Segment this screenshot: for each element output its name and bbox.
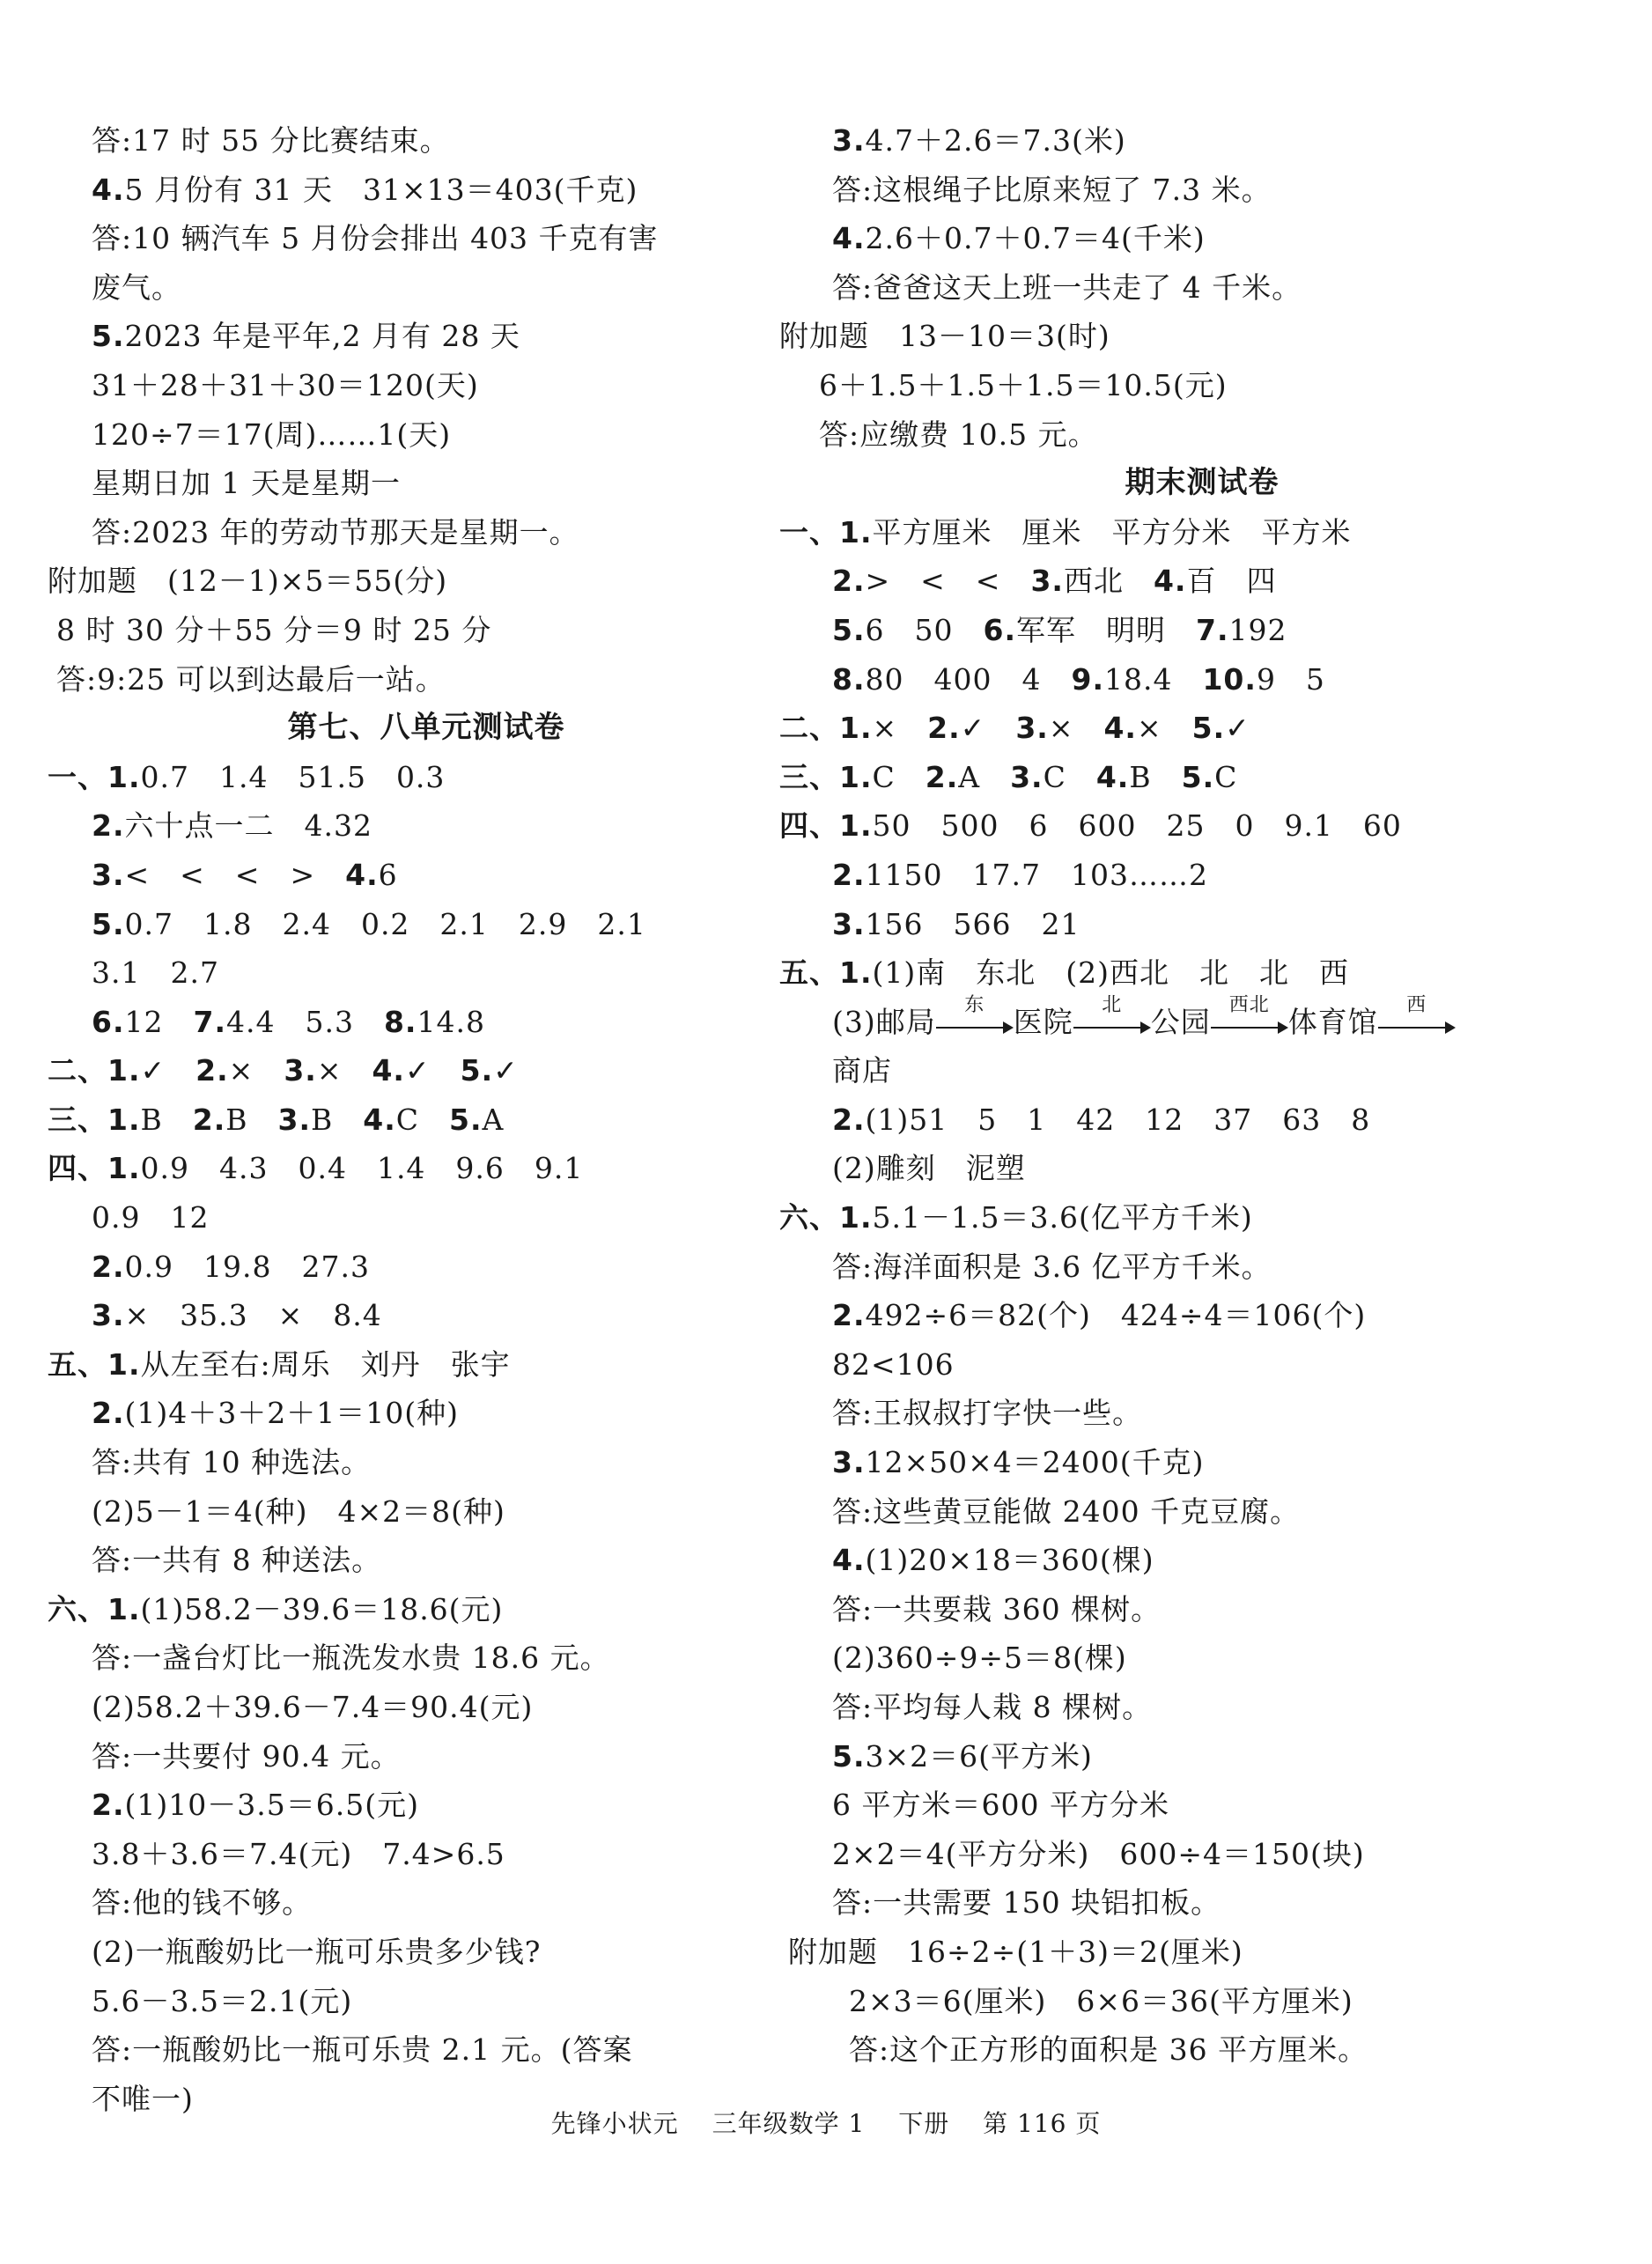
answer-line: [48, 1928, 805, 1977]
answer-line: [48, 166, 805, 215]
answer-line: [779, 948, 1625, 998]
answer-text: 答:17 时 55 分比赛结束。: [92, 123, 450, 158]
answer-line: [779, 1683, 1625, 1732]
answer-line: [48, 1732, 805, 1781]
answer-text: 商店: [832, 1053, 892, 1088]
answer-text: 附加题 13－10＝3(时): [779, 319, 1110, 354]
answer-line: [48, 851, 805, 900]
answer-text: 12: [124, 1004, 194, 1039]
answer-line: [48, 1830, 805, 1879]
answer-text: ✓: [404, 1053, 461, 1088]
item-number: 7.: [1196, 612, 1229, 647]
answer-line: [779, 214, 1625, 263]
item-number: 3.: [1010, 759, 1044, 794]
answer-text: (2)雕刻 泥塑: [832, 1151, 1026, 1186]
answer-text: 0.9 12: [92, 1200, 210, 1235]
answer-text: B: [140, 1102, 193, 1137]
answer-text: 从左至右:周乐 刘丹 张宇: [140, 1346, 511, 1382]
answer-text: 答:爸爸这天上班一共走了 4 千米。: [832, 269, 1302, 305]
answer-text: ×: [1048, 711, 1104, 746]
answer-text: 0.9 19.8 27.3: [124, 1249, 370, 1284]
item-number: 4.: [1153, 564, 1187, 599]
answer-text: 答:他的钱不够。: [92, 1885, 313, 1921]
answer-line: [779, 263, 1625, 313]
item-number: 3.: [832, 123, 866, 158]
answer-text: 星期日加 1 天是星期一: [92, 466, 401, 501]
item-number: 一、1.: [779, 514, 873, 549]
answer-text: > < <: [865, 564, 1031, 599]
answer-text: ✓: [140, 1053, 196, 1088]
answer-line: [779, 1487, 1625, 1537]
answer-line: [779, 606, 1625, 655]
item-number: 4.: [372, 1053, 405, 1088]
item-number: 2.: [195, 1053, 229, 1088]
answer-line: [48, 361, 805, 410]
answer-text: 4.4 5.3: [226, 1004, 384, 1039]
answer-line: [779, 1928, 1625, 1977]
route-arrow-icon: [936, 993, 1014, 1046]
item-number: 3.: [92, 1298, 125, 1333]
answer-text: 答:9:25 可以到达最后一站。: [56, 661, 446, 697]
answer-text: 2×3＝6(厘米) 6×6＝36(平方厘米): [819, 1983, 1353, 2018]
item-number: 5.: [1191, 711, 1226, 746]
answer-text: B: [225, 1102, 278, 1137]
item-number: 4.: [92, 172, 125, 207]
answer-text: C: [872, 759, 926, 794]
answer-line: [779, 1830, 1625, 1879]
answer-text: 军军 明明: [1016, 612, 1196, 647]
item-number: 4.: [363, 1102, 396, 1137]
answer-line: [48, 606, 805, 655]
item-number: 三、1.: [48, 1102, 141, 1137]
answer-text: 192: [1228, 612, 1287, 647]
route-place: 医院: [1013, 1004, 1073, 1039]
answer-text: (2)一瓶酸奶比一瓶可乐贵多少钱?: [92, 1934, 542, 1969]
item-number: 5.: [92, 906, 125, 941]
left-column: [48, 116, 805, 2123]
footer-page-number: 第 116 页: [983, 2109, 1102, 2138]
answer-text: 附加题 (12－1)×5＝55(分): [48, 564, 448, 599]
item-number: 5.: [92, 319, 125, 354]
item-number: 9.: [1071, 661, 1104, 697]
answer-line: [779, 2025, 1625, 2075]
answer-text: 3.1 2.7: [92, 955, 219, 991]
item-number: 3.: [277, 1102, 312, 1137]
item-number: 4.: [345, 857, 379, 892]
answer-text: 9 5: [1256, 661, 1325, 697]
answer-text: (1)51 5 1 42 12 37 63 8: [865, 1102, 1371, 1137]
route-diagram: [779, 993, 1625, 1047]
item-number: 四、1.: [779, 808, 873, 844]
item-number: 3.: [832, 906, 866, 941]
answer-line: [779, 1781, 1625, 1830]
item-number: 2.: [192, 1102, 226, 1137]
answer-text: A: [482, 1102, 505, 1137]
answer-text: 答:一共要栽 360 棵树。: [832, 1591, 1162, 1626]
answer-line: [779, 1095, 1625, 1145]
answer-line: [779, 900, 1625, 949]
route-direction-label: 西: [1406, 993, 1427, 1016]
answer-line: [48, 116, 805, 166]
item-number: 2.: [92, 1396, 125, 1431]
answer-line: [48, 1878, 805, 1928]
answer-text: ✓: [493, 1053, 519, 1088]
answer-text: 0.9 4.3 0.4 1.4 9.6 9.1: [140, 1151, 584, 1186]
item-number: 5.: [832, 612, 866, 647]
section-title: 期末测试卷: [1125, 465, 1280, 501]
answer-text: 18.4: [1103, 661, 1203, 697]
answer-line: [779, 1536, 1625, 1585]
answer-text: 0.7 1.4 51.5 0.3: [140, 759, 446, 794]
answer-line: [48, 998, 805, 1047]
answer-line: [48, 801, 805, 851]
answer-line: [48, 1977, 805, 2026]
answer-text: 2.6＋0.7＋0.7＝4(千米): [865, 221, 1206, 256]
answer-text: (1)4＋3＋2＋1＝10(种): [124, 1396, 459, 1431]
route-arrow-icon: [1211, 993, 1288, 1046]
answer-text: 废气。: [92, 269, 181, 305]
answer-line: [48, 1438, 805, 1487]
answer-text: (1)南 东北 (2)西北 北 北 西: [872, 955, 1349, 991]
answer-text: 答:共有 10 种选法。: [92, 1445, 372, 1480]
answer-text: ✓: [960, 711, 1016, 746]
answer-text: 百 四: [1186, 564, 1277, 599]
answer-text: 6: [378, 857, 398, 892]
answer-text: 82<106: [832, 1346, 955, 1382]
answer-text: 答:这个正方形的面积是 36 平方厘米。: [819, 2032, 1368, 2068]
answer-line: [779, 1193, 1625, 1243]
answer-line: [779, 1340, 1625, 1390]
answer-line: [48, 753, 805, 802]
page-footer: [0, 2105, 1652, 2140]
answer-text: 不唯一): [92, 2081, 194, 2116]
answer-line: [779, 753, 1625, 802]
answer-text: (2)5－1＝4(种) 4×2＝8(种): [92, 1493, 505, 1529]
answer-line: [48, 312, 805, 361]
answer-line: [779, 557, 1625, 606]
answer-text: 答:应缴费 10.5 元。: [819, 417, 1098, 452]
route-direction-label: 西北: [1228, 993, 1270, 1016]
answer-text: C: [1214, 759, 1238, 794]
item-number: 3.: [1015, 711, 1049, 746]
answer-text: 5.6－3.5＝2.1(元): [92, 1983, 353, 2018]
right-column: [779, 116, 1625, 2075]
item-number: 2.: [832, 1102, 866, 1137]
route-arrow-icon: [1378, 993, 1456, 1046]
item-number: 8.: [832, 661, 866, 697]
answer-line: [779, 1046, 1625, 1095]
answer-text: 答:2023 年的劳动节那天是星期一。: [92, 514, 579, 549]
answer-text: 六十点一二 4.32: [124, 808, 372, 844]
answer-line: [779, 1291, 1625, 1340]
answer-text: 8 时 30 分＋55 分＝9 时 25 分: [56, 612, 492, 647]
answer-line: [48, 2025, 805, 2075]
item-number: 2.: [92, 1249, 125, 1284]
answer-text: 6 50: [865, 612, 984, 647]
answer-line: [779, 851, 1625, 900]
item-number: 10.: [1202, 661, 1257, 697]
item-number: 3.: [832, 1445, 866, 1480]
answer-text: 2×2＝4(平方分米) 600÷4＝150(块): [832, 1836, 1365, 1871]
answer-line: [48, 1144, 805, 1193]
answer-text: B: [1129, 759, 1182, 794]
item-number: 4.: [1103, 711, 1137, 746]
answer-line: [48, 1193, 805, 1243]
answer-line: [779, 1878, 1625, 1928]
answer-line: [48, 1243, 805, 1292]
answer-line: [779, 655, 1625, 704]
answer-line: [779, 312, 1625, 361]
answer-line: [779, 1144, 1625, 1193]
answer-line: [48, 1046, 805, 1095]
answer-text: A: [958, 759, 1011, 794]
answer-line: [48, 1095, 805, 1145]
answer-text: 4.7＋2.6＝7.3(米): [865, 123, 1126, 158]
answer-line: [779, 801, 1625, 851]
answer-line: [779, 1585, 1625, 1634]
answer-text: ×: [228, 1053, 284, 1088]
route-place: 体育馆: [1287, 1004, 1378, 1039]
answer-text: 5 月份有 31 天 31×13＝403(千克): [124, 172, 638, 207]
item-number: 7.: [193, 1004, 226, 1039]
item-number: 二、1.: [48, 1053, 141, 1088]
answer-line: [779, 1389, 1625, 1438]
answer-line: [48, 1585, 805, 1634]
answer-line: [48, 1781, 805, 1830]
answer-line: [779, 410, 1625, 460]
answer-line: [48, 948, 805, 998]
footer-series: 先锋小状元: [550, 2109, 679, 2138]
route-place: 公园: [1150, 1004, 1211, 1039]
item-number: 2.: [832, 857, 866, 892]
item-number: 3.: [92, 857, 125, 892]
answer-line: [779, 361, 1625, 410]
section-title: 第七、八单元测试卷: [287, 710, 565, 746]
answer-text: 答:10 辆汽车 5 月份会排出 403 千克有害: [92, 221, 659, 256]
answer-text: 12×50×4＝2400(千克): [865, 1445, 1205, 1480]
answer-text: 答:一盏台灯比一瓶洗发水贵 18.6 元。: [92, 1641, 610, 1676]
answer-text: 1150 17.7 103……2: [865, 857, 1208, 892]
answer-line: [48, 900, 805, 949]
item-number: 5.: [1181, 759, 1215, 794]
answer-line: [48, 1536, 805, 1585]
answer-text: 答:这些黄豆能做 2400 千克豆腐。: [832, 1493, 1301, 1529]
answer-line: [779, 1243, 1625, 1292]
answer-text: ✓: [1225, 711, 1250, 746]
answer-text: 答:这根绳子比原来短了 7.3 米。: [832, 172, 1272, 207]
answer-line: [779, 704, 1625, 753]
answer-text: 156 566 21: [865, 906, 1080, 941]
answer-line: [779, 1732, 1625, 1781]
answer-text: 答:王叔叔打字快一些。: [832, 1396, 1143, 1431]
route-direction-label: 北: [1102, 993, 1123, 1016]
route-direction-label: 东: [964, 993, 985, 1016]
item-number: 4.: [832, 221, 866, 256]
answer-text: ×: [1136, 711, 1192, 746]
answer-line: [48, 655, 805, 704]
answer-text: 0.7 1.8 2.4 0.2 2.1 2.9 2.1: [124, 906, 646, 941]
answer-line: [48, 1291, 805, 1340]
answer-line: [779, 166, 1625, 215]
answer-line: [48, 1340, 805, 1390]
answer-text: 120÷7＝17(周)……1(天): [92, 417, 452, 452]
answer-line: [48, 508, 805, 557]
answer-text: 31＋28＋31＋30＝120(天): [92, 367, 479, 402]
footer-volume: 下册: [898, 2109, 950, 2138]
answer-text: (2)360÷9÷5＝8(棵): [832, 1641, 1127, 1676]
item-number: 四、1.: [48, 1151, 141, 1186]
item-number: 五、1.: [48, 1346, 141, 1382]
item-number: 五、1.: [779, 955, 873, 991]
answer-line: [48, 557, 805, 606]
item-number: 一、1.: [48, 759, 141, 794]
answer-text: 50 500 6 600 25 0 9.1 60: [872, 808, 1402, 844]
answer-text: 2023 年是平年,2 月有 28 天: [124, 319, 520, 354]
answer-line: [779, 116, 1625, 166]
item-number: 六、1.: [48, 1591, 141, 1626]
answer-line: [779, 1977, 1625, 2026]
answer-text: B: [311, 1102, 364, 1137]
answer-text: (1)20×18＝360(棵): [865, 1543, 1154, 1578]
item-number: 2.: [925, 759, 959, 794]
item-number: 2.: [92, 1788, 125, 1823]
item-number: 六、1.: [779, 1200, 873, 1235]
answer-line: [48, 1487, 805, 1537]
item-number: 2.: [927, 711, 961, 746]
answer-text: 答:一共要付 90.4 元。: [92, 1738, 401, 1774]
answer-line: [779, 1633, 1625, 1683]
answer-text: 答:一共需要 150 块铝扣板。: [832, 1885, 1221, 1921]
answer-text: 3×2＝6(平方米): [865, 1738, 1093, 1774]
route-prefix: (3): [832, 1004, 876, 1039]
item-number: 5.: [449, 1102, 483, 1137]
item-number: 4.: [832, 1543, 866, 1578]
answer-text: C: [395, 1102, 450, 1137]
answer-line: [48, 1633, 805, 1683]
route-place: 邮局: [875, 1004, 936, 1039]
item-number: 4.: [1095, 759, 1130, 794]
answer-text: ×: [316, 1053, 372, 1088]
answer-text: 答:海洋面积是 3.6 亿平方千米。: [832, 1249, 1272, 1284]
answer-line: [48, 459, 805, 508]
answer-text: 492÷6＝82(个) 424÷4＝106(个): [865, 1298, 1367, 1333]
item-number: 5.: [832, 1738, 866, 1774]
answer-text: 答:平均每人栽 8 棵树。: [832, 1690, 1153, 1724]
answer-line: [48, 263, 805, 313]
answer-text: 5.1－1.5＝3.6(亿平方千米): [872, 1200, 1253, 1235]
answer-text: ×: [872, 711, 928, 746]
footer-subject: 三年级数学 1: [712, 2109, 866, 2138]
answer-text: 答:一共有 8 种送法。: [92, 1543, 382, 1578]
answer-text: 西北: [1063, 564, 1154, 599]
item-number: 6.: [983, 612, 1016, 647]
answer-text: (1)10－3.5＝6.5(元): [124, 1788, 419, 1823]
item-number: 8.: [383, 1004, 417, 1039]
answer-text: × 35.3 × 8.4: [124, 1298, 382, 1333]
item-number: 三、1.: [779, 759, 873, 794]
route-arrow-icon: [1073, 993, 1151, 1046]
answer-text: (1)58.2－39.6＝18.6(元): [140, 1591, 504, 1626]
answer-text: 答:一瓶酸奶比一瓶可乐贵 2.1 元。(答案: [92, 2032, 633, 2068]
answer-text: 80 400 4: [865, 661, 1072, 697]
answer-line: [48, 410, 805, 460]
answer-line: [48, 214, 805, 263]
item-number: 二、1.: [779, 711, 873, 746]
answer-line: [48, 1389, 805, 1438]
answer-text: 平方厘米 厘米 平方分米 平方米: [872, 514, 1352, 549]
item-number: 5.: [460, 1053, 494, 1088]
answer-line: [779, 508, 1625, 557]
answer-text: 14.8: [417, 1004, 485, 1039]
item-number: 6.: [92, 1004, 125, 1039]
answer-text: 附加题 16÷2÷(1＋3)＝2(厘米): [788, 1934, 1243, 1969]
answer-line: [779, 1438, 1625, 1487]
answer-text: 6＋1.5＋1.5＋1.5＝10.5(元): [819, 367, 1228, 402]
item-number: 3.: [284, 1053, 317, 1088]
item-number: 2.: [832, 1298, 866, 1333]
item-number: 3.: [1030, 564, 1064, 599]
answer-line: [48, 1683, 805, 1732]
answer-text: 3.8＋3.6＝7.4(元) 7.4>6.5: [92, 1836, 505, 1871]
answer-text: C: [1043, 759, 1096, 794]
item-number: 2.: [92, 808, 125, 844]
answer-text: (2)58.2＋39.6－7.4＝90.4(元): [92, 1690, 534, 1724]
answer-text: < < < >: [124, 857, 346, 892]
answer-text: 6 平方米＝600 平方分米: [832, 1788, 1169, 1823]
item-number: 2.: [832, 564, 866, 599]
